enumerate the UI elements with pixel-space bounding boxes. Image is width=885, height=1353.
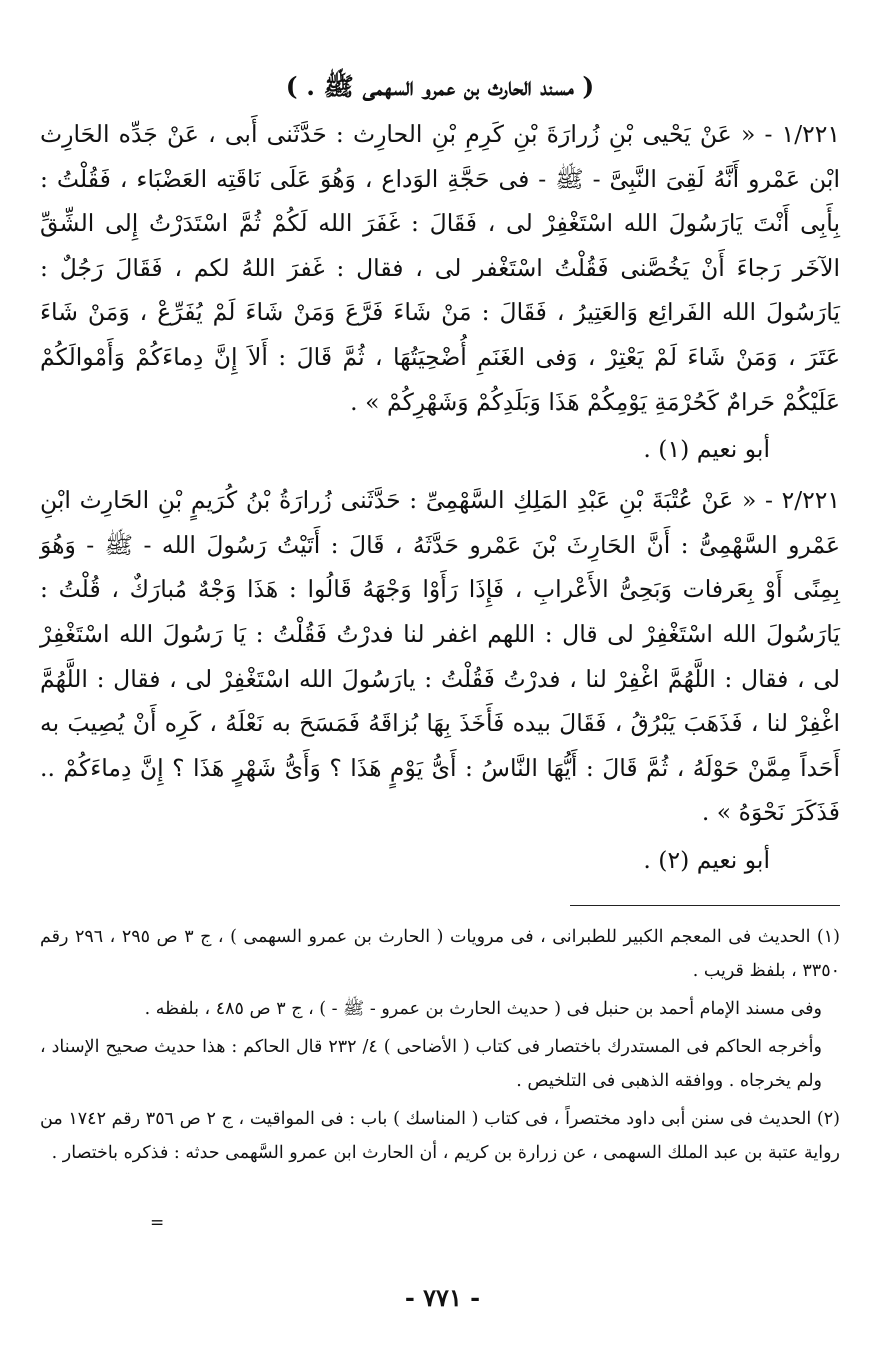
hadith-1-source: أبو نعيم (١) . bbox=[643, 435, 770, 464]
hadith-2-text: ٢/٢٢١ - « عَنْ عُتْبَةَ بْنِ عَبْدِ المَلِكِ السَّهْمِىِّ : حَدَّثَنى زُرارَةُ بْنُ كُرَيمٍ بْنِ الحَارِث ابْنِ عَمْرو السَّهْمِىُّ : أَنَّ الحَارِثَ بْنَ عَمْرو حَدَّثَهُ ، قَالَ : أَتَيْتُ رَسُولَ الله - ﷺ - وَهُوَ بِمِنًى أَوْ بِعَرفات وَبَحِىُّ الأَعْرابِ ، فَإِذَا رَأَوْا وَجْهَهُ قَالُوا : هَذَا وَجْهٌ مُبارَكٌ ، قُلْتُ : يَارَسُولَ الله اسْتَغْفِرْ لى قال : اللهم اغفر لنا فدرْتُ فَقُلْتُ : يَا رَسُولَ الله اسْتَغْفِرْ لى ، فقال : اللَّهُمَّ اغْفِرْ لنا ، فدرْتُ فَقُلْتُ : يارَسُولَ الله اسْتَغْفِرْ لى ، فقال : اللَّهُمَّ اغْفِرْ لنا ، فَذَهَبَ يَبْرُقُ ، فَقَالَ بيده فَأَخَذَ بِهَا بُزاقَهُ فَمَسَحَ به نَعْلَهُ ، كَرِه أَنْ يُصِيبَ به أَحَداً مِمَّنْ حَوْلَهُ ، ثُمَّ قَالَ : أَيُّهَا النَّاسُ : أَىُّ يَوْمٍ هَذَا ؟ وَأَىُّ شَهْرٍ هَذَا ؟ إِنَّ دِماءَكُمْ .. فَذَكَرَ نَحْوَهُ » . bbox=[40, 486, 840, 827]
page-number: - ٧٧١ - bbox=[404, 1283, 481, 1312]
footnote-1-hakim: وأخرجه الحاكم فى المستدرك باختصار فى كتاب ( الأضاحى ) ٤/ ٢٣٢ قال الحاكم : هذا حديث صحيح الإسناد ، ولم يخرجاه . ووافقه الذهبى فى التلخيص . bbox=[40, 1036, 822, 1091]
footnote-1-musnad: وفى مسند الإمام أحمد بن حنبل فى ( حديث الحارث بن عمرو - ﷺ - ) ، ج ٣ ص ٤٨٥ ، بلفظه . bbox=[144, 998, 822, 1019]
footnotes bbox=[40, 920, 840, 1170]
footnote-divider bbox=[570, 905, 840, 906]
page-title: ( مسند الحارث بن عمرو السهمى ﷺ . ) bbox=[285, 72, 595, 101]
hadith-1-text: ١/٢٢١ - « عَنْ يَحْيى بْنِ زُرارَةَ بْنِ كَرِمِ بْنِ الحارِث : حَدَّثَنى أَبى ، عَنْ جَدِّه الحَارِث ابْن عَمْرو أَنَّهُ لَقِىَ النَّبِىَّ - ﷺ - فى حَجَّةِ الوَداع ، وَهُوَ عَلَى نَاقَتِه العَضْبَاء ، فَقُلْتُ : بِأَبِى أَنْتَ يَارَسُولَ الله اسْتَغْفِرْ لى ، فَقَالَ : غَفَرَ الله لَكُمْ ثُمَّ اسْتَدَرْتُ إِلى الشِّقِّ الآخَر رَجاءَ أَنْ يَخُصَّنى فَقُلْتُ اسْتَغْفر لى ، فقال : غَفرَ اللهُ لكم ، فَقَالَ رَجُلٌ : يَارَسُولَ الله الفَرائِع وَالعَتِيرُ ، فَقَالَ : مَنْ شَاءَ فَرَّعَ وَمَنْ شَاءَ لَمْ يُفَرِّعْ ، وَمَنْ شَاءَ عَتَرَ ، وَمَنْ شَاءَ لَمْ يَعْتِرْ ، وَفى الغَنَمِ أُضْحِيَتُهَا ، ثُمَّ قَالَ : أَلاَ إِنَّ دِماءَكُمْ وَأَمْوالَكُمْ عَلَيْكُمْ حَرامٌ كَحُرْمَةِ يَوْمِكُمْ هَذَا وَبَلَدِكُمْ وَشَهْرِكُمْ » . bbox=[40, 120, 840, 416]
footnote-1: (١) الحديث فى المعجم الكبير للطبرانى ، فى مرويات ( الحارث بن عمرو السهمى ) ، ج ٣ ص ٢٩٥ ، ٢٩٦ رقم ٣٣٥٠ ، بلفظ قريب . bbox=[40, 926, 840, 981]
hadith-2-source: أبو نعيم (٢) . bbox=[643, 845, 770, 874]
hadith-1 bbox=[40, 112, 840, 424]
page-content bbox=[40, 70, 840, 1170]
footnote-2: (٢) الحديث فى سنن أبى داود مختصراً ، فى كتاب ( المناسك ) باب : فى المواقيت ، ج ٢ ص ٣٥٦ رقم ١٧٤٢ من رواية عتبة بن عبد الملك السهمى ، عن زرارة بن كريم ، أن الحارث ابن عمرو السَّهمى حدثه : فذكره باختصار . bbox=[40, 1108, 840, 1163]
continuation-mark: = bbox=[150, 1213, 165, 1233]
hadith-2 bbox=[40, 478, 840, 835]
